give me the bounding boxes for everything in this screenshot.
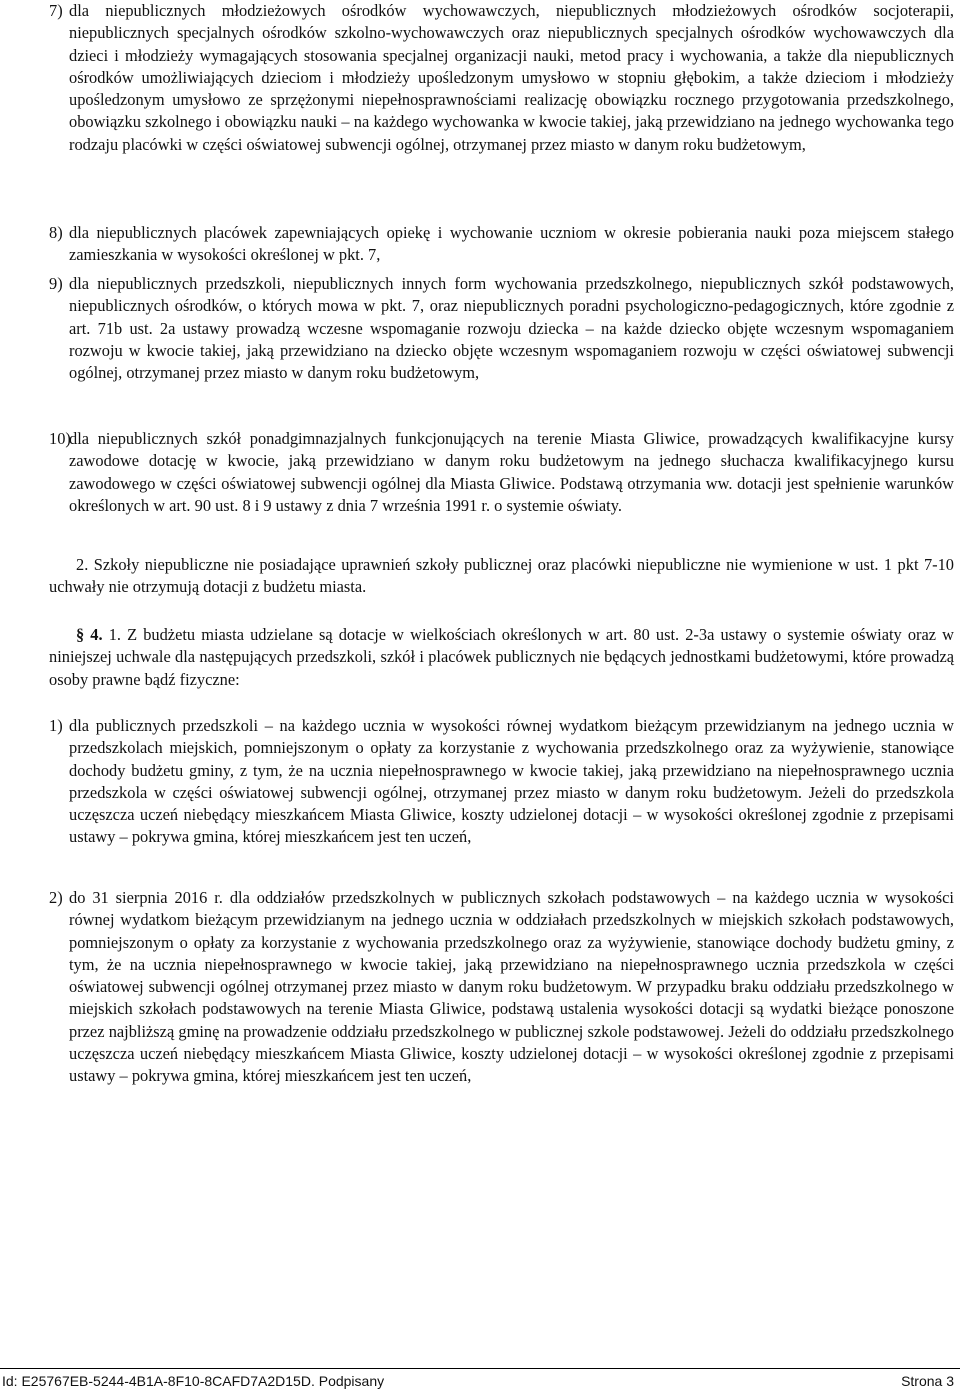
page-number: Strona 3 bbox=[901, 1373, 954, 1389]
list-item-text: dla niepublicznych przedszkoli, niepublicznych innych form wychowania przedszkolnego, niepublicznych szkół podstawowych, niepublicznych ośrodków, o których mowa w pkt. 7, oraz niepublicznych poradni psychologiczno-pedagogicznych, które zgodnie z art. 71b ust. 2a ustawy prowadzą wczesne wspomaganie rozwoju dziecka – na każde dziecko objęte wczesnym wspomaganiem rozwoju w kwocie takiej, jaką przewidziano na dziecko objęte wczesnym wspomaganiem rozwoju w części oświatowej subwencji ogólnej, otrzymanej przez miasto w danym roku budżetowym, bbox=[69, 274, 954, 383]
list-item-9 bbox=[49, 273, 954, 384]
list-item-10 bbox=[49, 428, 954, 517]
list-item-8 bbox=[49, 222, 954, 267]
section-4-text: 1. Z budżetu miasta udzielane są dotacje w wielkościach określonych w art. 80 ust. 2-3a ustawy o systemie oświaty oraz w niniejszej uchwale dla następujących przedszkoli, szkół i placówek publicznych nie będących jednostkami budżetowymi, które prowadzą osoby prawne bądź fizyczne: bbox=[49, 625, 954, 689]
list-item-text: dla publicznych przedszkoli – na każdego ucznia w wysokości równej wydatkom bieżącym przewidzianym na jednego ucznia w przedszkolach miejskich, pomniejszonym o opłaty za korzystanie z wychowania przedszkolnego oraz za wyżywienie, stanowiące dochody budżetu gminy, z tym, że na ucznia niepełnosprawnego w kwocie takiej, jaką przewidziano na niepełnosprawnego ucznia przedszkola w części oświatowej subwencji ogólnej, otrzymanej przez miasto w danym roku budżetowym. Jeżeli do przedszkola uczęszcza uczeń niebędący mieszkańcem Miasta Gliwice, koszty udzielonej dotacji – w wysokości określonej zgodnie z przepisami ustawy – pokrywa gmina, której mieszkańcem jest ten uczeń, bbox=[69, 716, 954, 847]
footer-divider bbox=[0, 1368, 960, 1369]
list-item-number: 2) bbox=[49, 888, 63, 907]
section-4-label: § 4. bbox=[76, 625, 103, 644]
paragraph-2-text: 2. Szkoły niepubliczne nie posiadające uprawnień szkoły publicznej oraz placówki niepubliczne nie wymienione w ust. 1 pkt 7-10 uchwały nie otrzymują dotacji z budżetu miasta. bbox=[49, 555, 954, 597]
list-item-number: 7) bbox=[49, 1, 63, 20]
list-item-1 bbox=[49, 715, 954, 849]
list-item-7 bbox=[49, 0, 954, 156]
list-item-2 bbox=[49, 887, 954, 1088]
paragraph-2 bbox=[49, 554, 954, 599]
list-item-number: 1) bbox=[49, 716, 63, 735]
section-4 bbox=[49, 624, 954, 691]
list-item-number: 10) bbox=[49, 429, 71, 448]
list-item-text: dla niepublicznych placówek zapewniających opiekę i wychowanie uczniom w okresie pobierania nauki poza miejscem stałego zamieszkania w wysokości określonej w pkt. 7, bbox=[69, 223, 954, 265]
list-item-number: 9) bbox=[49, 274, 63, 293]
list-item-text: dla niepublicznych młodzieżowych ośrodków wychowawczych, niepublicznych młodzieżowych ośrodków socjoterapii, niepublicznych specjalnych ośrodków szkolno-wychowawczych oraz niepublicznych specjalnych ośrodków wychowawczych dla dzieci i młodzieży wymagających stosowania specjalnej organizacji nauki, metod pracy i wychowania, a także dla niepublicznych ośrodków umożliwiających dzieciom i młodzieży upośledzonym umysłowo w stopniu głębokim, a także dzieciom i młodzieży upośledzonym umysłowo ze sprzężonymi niepełnosprawnościami realizację obowiązku rocznego przygotowania przedszkolnego, obowiązku szkolnego i obowiązku nauki – na każdego wychowanka w kwocie takiej, jaką przewidziano na jednego wychowanka tego rodzaju placówki w części oświatowej subwencji ogólnej, otrzymanej przez miasto w danym roku budżetowym, bbox=[69, 1, 954, 154]
list-item-text: do 31 sierpnia 2016 r. dla oddziałów przedszkolnych w publicznych szkołach podstawowych – na każdego ucznia w wysokości równej wydatkom bieżącym przewidzianym na jednego ucznia w oddziałach przedszkolnych w miejskich szkołach podstawowych, pomniejszonym o opłaty za korzystanie z wychowania przedszkolnego oraz za wyżywienie, stanowiące dochody budżetu gminy, z tym, że na ucznia niepełnosprawnego w kwocie takiej, jaką przewidziano na niepełnosprawnego ucznia przedszkola w części oświatowej subwencji ogólnej otrzymanej przez miasto w danym roku budżetowym. W przypadku braku oddziału przedszkolnego w miejskich szkołach podstawowych na terenie Miasta Gliwice, podstawą ustalenia wysokości dotacji są wydatki bieżące ponoszone przez najbliższą gminę na prowadzenie oddziału przedszkolnego w publicznej szkole podstawowej. Jeżeli do oddziału przedszkolnego uczęszcza uczeń niebędący mieszkańcem Miasta Gliwice, koszty udzielonej dotacji – w wysokości określonej zgodnie z przepisami ustawy – pokrywa gmina, której mieszkańcem jest ten uczeń, bbox=[69, 888, 954, 1086]
document-id-footer: Id: E25767EB-5244-4B1A-8F10-8CAFD7A2D15D. Podpisany bbox=[2, 1373, 385, 1389]
list-item-text: dla niepublicznych szkół ponadgimnazjalnych funkcjonujących na terenie Miasta Gliwice, prowadzących kwalifikacyjne kursy zawodowe dotację w kwocie, jaką przewidziano w danym roku budżetowym na jednego słuchacza kwalifikacyjnego kursu zawodowego w części oświatowej subwencji ogólnej dla Miasta Gliwice. Podstawą otrzymania ww. dotacji jest spełnienie warunków określonych w art. 90 ust. 8 i 9 ustawy z dnia 7 września 1991 r. o systemie oświaty. bbox=[69, 429, 954, 515]
list-item-number: 8) bbox=[49, 223, 63, 242]
